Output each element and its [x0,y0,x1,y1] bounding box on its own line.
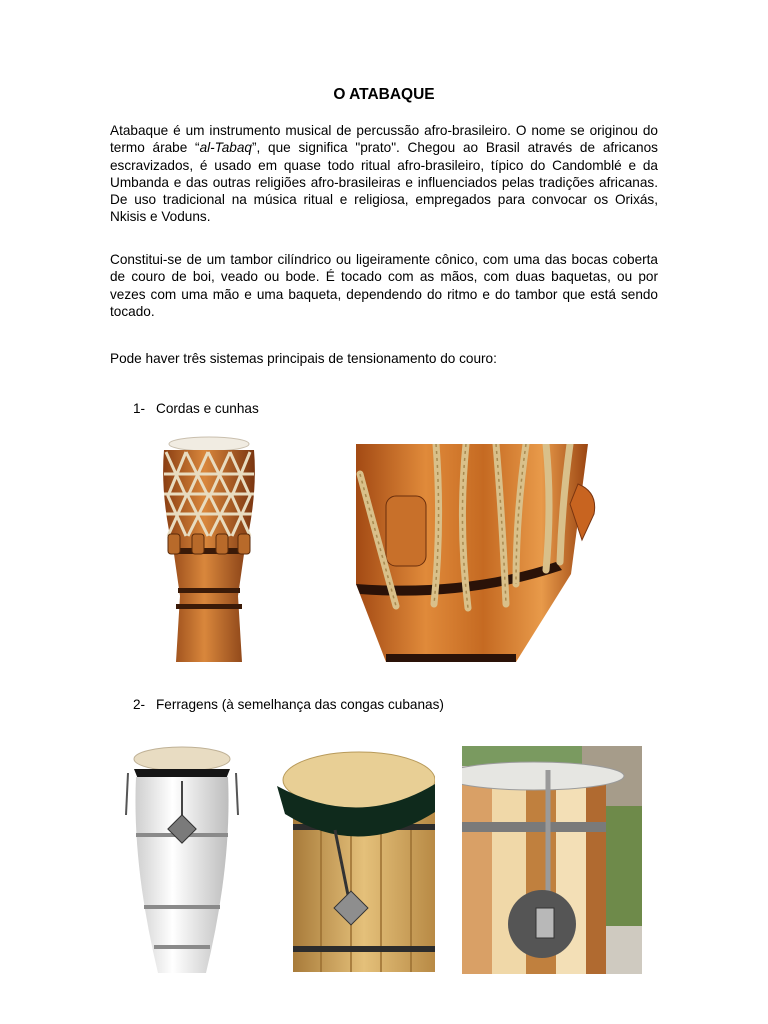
atabaque-ropes-closeup-photo [356,444,598,662]
list-item-label: Ferragens (à semelhança das congas cubanas) [156,697,444,712]
list-number: 2- [133,697,146,712]
tension-systems-intro: Pode haver três sistemas principais de tensionamento do couro: [110,351,497,366]
paragraph-history-end: ”, que significa "prato". Chegou ao Brasil através de africanos escravizados, é usado em quase todo ritual afro-brasileiro, típico do Candomblé e da Umbanda e das outras religiões afro-brasileiras e influenciados pelas tradições africanas. De uso tradicional na música ritual e religiosa, empregados para convocar os Orixás, Nkisis e Voduns. [110,140,658,225]
list-number: 1- [133,401,146,416]
atabaque-hardware-wood-photo [275,750,435,972]
atabaque-hardware-white-photo [124,745,240,977]
arabic-term: al-Tabaq [199,140,252,156]
document-title: O ATABAQUE [333,86,435,103]
list-item-hardware [133,697,444,712]
atabaque-hardware-striped-photo [462,746,642,974]
paragraph-construction: Constitui-se de um tambor cilíndrico ou ligeiramente cônico, com uma das bocas coberta de couro de boi, veado ou bode. É tocado com as mãos, com duas baquetas, ou por vezes com uma mão e uma baqueta, dependendo do ritmo e do tambor que está sendo tocado. [110,252,658,319]
list-item-ropes-wedges [133,401,259,416]
paragraph-history [110,122,658,226]
list-item-label: Cordas e cunhas [156,401,259,416]
atabaque-ropes-photo [156,436,262,666]
paragraph-history-start: Atabaque é um instrumento musical de percussão afro-brasileiro. O nome se originou do termo árabe “ [110,123,658,156]
